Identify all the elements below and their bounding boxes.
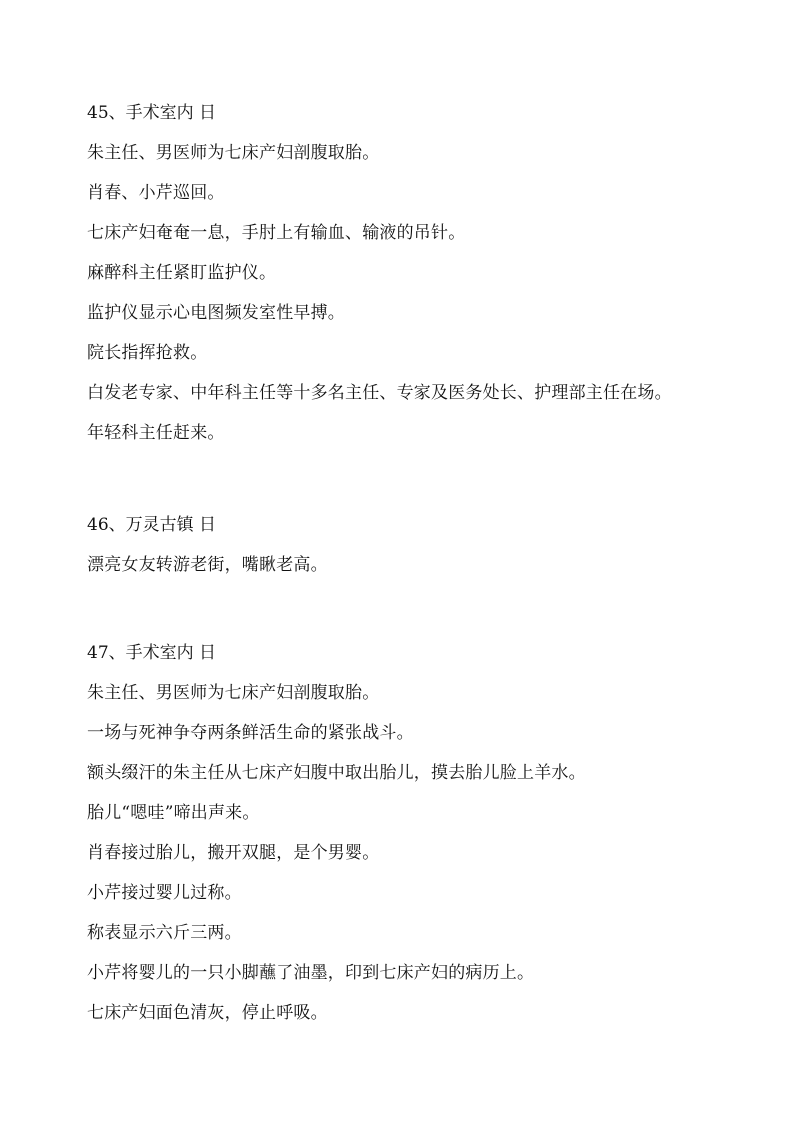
- script-line: 小芹将婴儿的一只小脚蘸了油墨，印到七床产妇的病历上。: [87, 963, 535, 983]
- scene-heading: 45、手术室内 日: [87, 103, 217, 123]
- script-line: 一场与死神争夺两条鲜活生命的紧张战斗。: [87, 723, 414, 743]
- script-line: 胎儿“嗯哇”啼出声来。: [87, 803, 260, 823]
- script-line: 额头缀汗的朱主任从七床产妇腹中取出胎儿，摸去胎儿脸上羊水。: [87, 763, 586, 783]
- script-line: 监护仪显示心电图频发室性早搏。: [87, 303, 345, 323]
- scene-46: [87, 515, 737, 595]
- scene-heading: 47、手术室内 日: [87, 643, 217, 663]
- script-line: 七床产妇奄奄一息，手肘上有输血、输液的吊针。: [87, 223, 466, 243]
- scene-47: [87, 643, 737, 1043]
- script-line: 漂亮女友转游老街，嘴瞅老高。: [87, 555, 328, 575]
- script-line: 肖春接过胎儿，搬开双腿，是个男婴。: [87, 843, 380, 863]
- script-line: 麻醉科主任紧盯监护仪。: [87, 263, 277, 283]
- script-line: 年轻科主任赶来。: [87, 423, 225, 443]
- script-line: 朱主任、男医师为七床产妇剖腹取胎。: [87, 143, 380, 163]
- script-line: 朱主任、男医师为七床产妇剖腹取胎。: [87, 683, 380, 703]
- script-line: 小芹接过婴儿过称。: [87, 883, 242, 903]
- scene-45: [87, 103, 737, 463]
- script-line: 院长指挥抢救。: [87, 343, 208, 363]
- script-line: 称表显示六斤三两。: [87, 923, 242, 943]
- scene-heading: 46、万灵古镇 日: [87, 515, 217, 535]
- script-line: 白发老专家、中年科主任等十多名主任、专家及医务处长、护理部主任在场。: [87, 383, 672, 403]
- script-line: 七床产妇面色清灰，停止呼吸。: [87, 1003, 328, 1023]
- script-line: 肖春、小芹巡回。: [87, 183, 225, 203]
